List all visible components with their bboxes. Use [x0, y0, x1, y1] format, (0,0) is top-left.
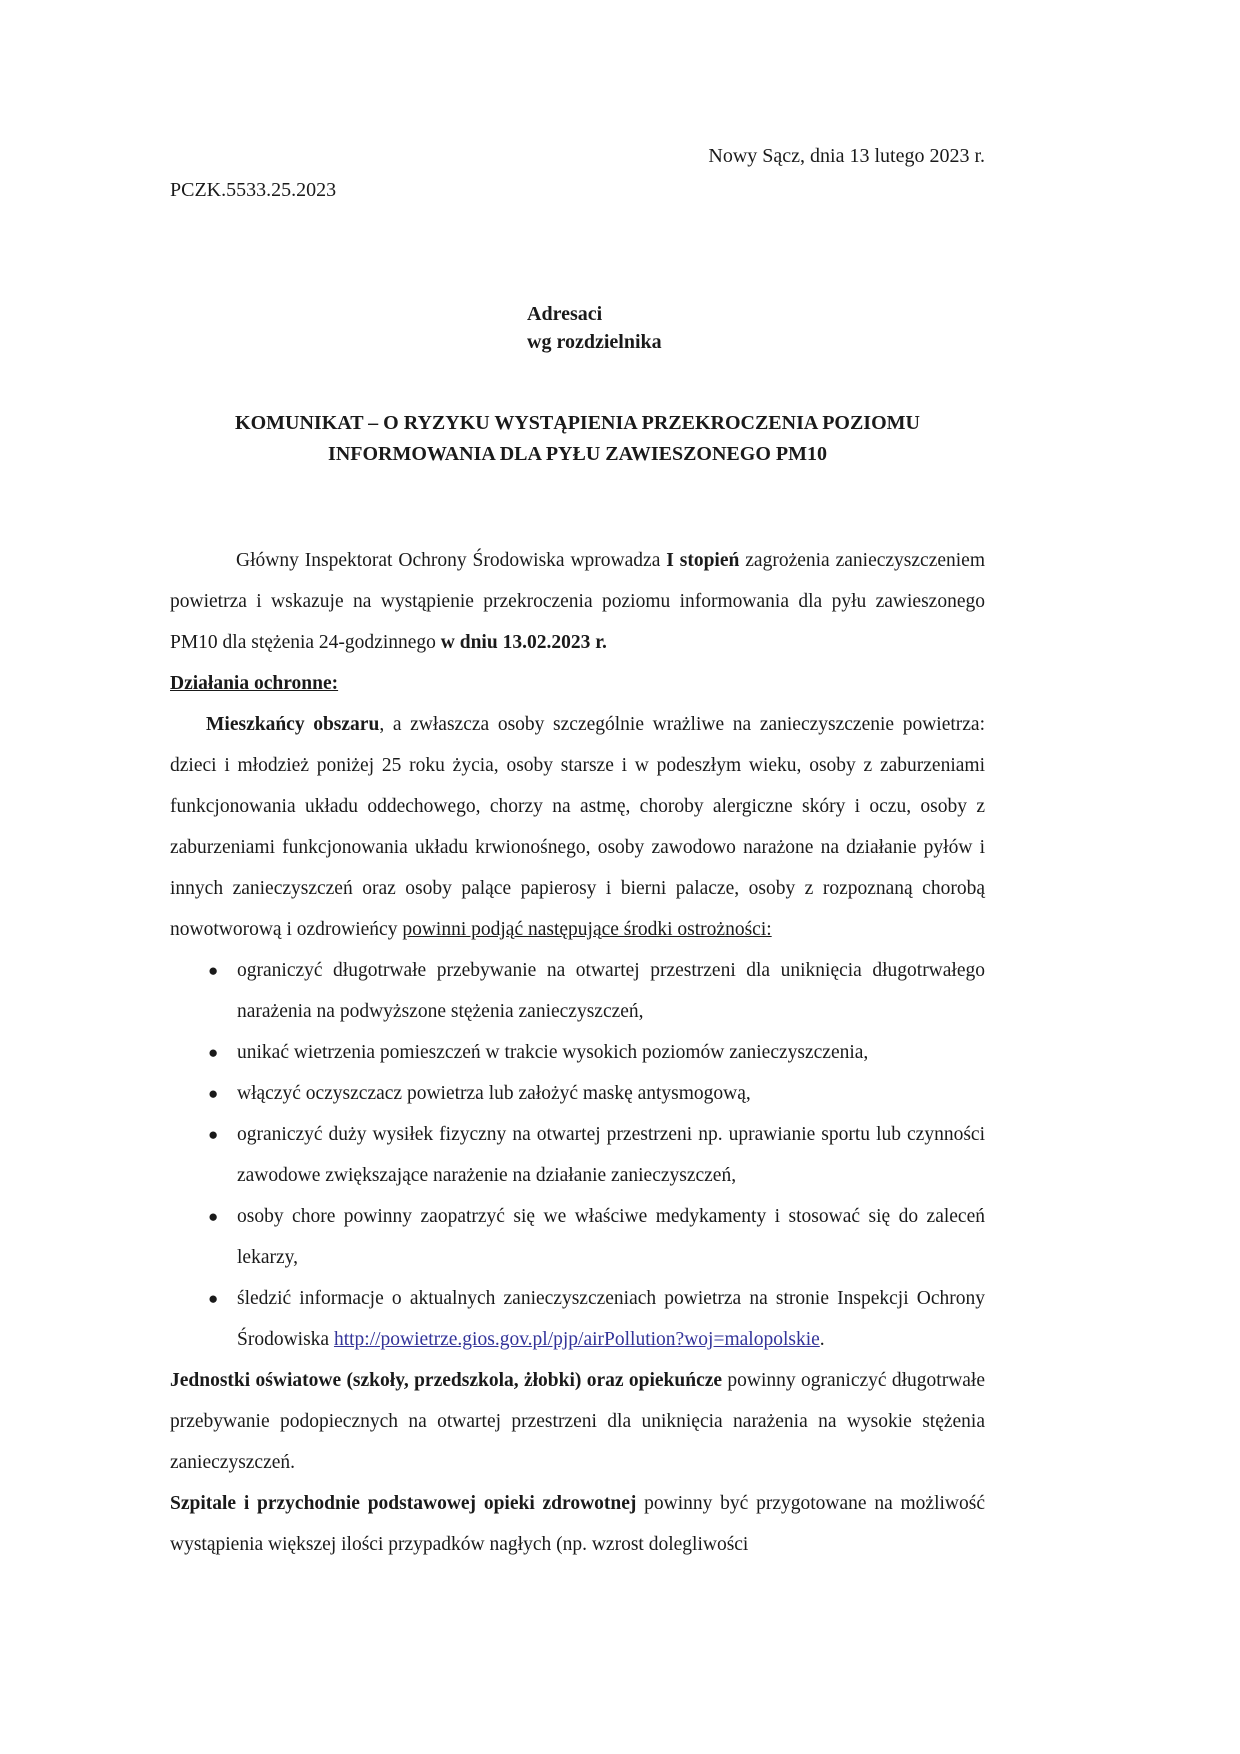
document-title-line-2: INFORMOWANIA DLA PYŁU ZAWIESZONEGO PM10 — [328, 443, 827, 465]
bullet-icon: ● — [208, 1125, 219, 1144]
bullet-icon: ● — [208, 1207, 219, 1226]
addressee-line-2: wg rozdzielnika — [527, 331, 662, 353]
hospitals-paragraph — [170, 1483, 985, 1565]
document-body — [170, 540, 985, 1565]
bullet-icon: ● — [208, 1289, 219, 1308]
precaution-item — [170, 1032, 985, 1073]
text-run: zagrożenia zanieczyszczeniem powietrza i wskazuje na wystąpienie przekroczenia poziomu informowania dla pyłu zawieszonego PM10 dla stężenia 24-godzinnego — [170, 550, 985, 653]
reference-number: PCZK.5533.25.2023 — [170, 179, 337, 201]
text-run: Szpitale i przychodnie podstawowej opieki zdrowotnej — [170, 1493, 637, 1514]
text-run: . — [819, 1329, 825, 1350]
education-paragraph — [170, 1360, 985, 1483]
precaution-item — [170, 1114, 985, 1196]
bullet-icon: ● — [208, 1043, 219, 1062]
hyperlink[interactable]: http://powietrze.gios.gov.pl/pjp/airPollution?woj=malopolskie — [333, 1329, 820, 1350]
intro-paragraph — [170, 540, 985, 663]
text-run: Mieszkańcy obszaru — [206, 714, 380, 735]
text-run: Jednostki oświatowe (szkoły, przedszkola, żłobki) oraz opiekuńcze — [170, 1370, 723, 1391]
residents-paragraph — [170, 704, 985, 950]
text-run: powinni podjąć następujące środki ostrożności: — [402, 919, 772, 940]
precaution-item — [170, 950, 985, 1032]
text-run: Działania ochronne: — [170, 673, 339, 694]
bullet-icon: ● — [208, 1084, 219, 1103]
precaution-item — [170, 1073, 985, 1114]
precaution-item — [170, 1196, 985, 1278]
text-run: osoby chore powinny zaopatrzyć się we właściwe medykamenty i stosować się do zaleceń lekarzy, — [237, 1206, 985, 1268]
addressee-line-1: Adresaci — [527, 303, 603, 325]
document-title — [170, 408, 985, 470]
text-run: ograniczyć duży wysiłek fizyczny na otwartej przestrzeni np. uprawianie sportu lub czynności zawodowe zwiększające narażenie na działanie zanieczyszczeń, — [237, 1124, 985, 1186]
text-run: , a zwłaszcza osoby szczególnie wrażliwe na zanieczyszczenie powietrza: dzieci i młodzież poniżej 25 roku życia, osoby starsze i w podeszłym wieku, osoby z zaburzeniami funkcjonowania układu oddechowego, chorzy na astmę, choroby alergiczne skóry i oczu, osoby z zaburzeniami funkcjonowania układu krwionośnego, osoby zawodowo narażone na działanie pyłów i innych zanieczyszczeń oraz osoby palące papierosy i bierni palacze, osoby z rozpoznaną chorobą nowotworową i ozdrowieńcy — [170, 714, 985, 940]
text-run: włączyć oczyszczacz powietrza lub założyć maskę antysmogową, — [237, 1083, 751, 1104]
precaution-item — [170, 1278, 985, 1360]
text-run: powinny być przygotowane na możliwość wystąpienia większej ilości przypadków nagłych (np. wzrost dolegliwości — [170, 1493, 985, 1555]
section-heading-dzialania-ochronne — [170, 663, 985, 704]
bullet-icon: ● — [208, 961, 219, 980]
text-run: powinny ograniczyć długotrwałe przebywanie podopiecznych na otwartej przestrzeni dla uniknięcia narażenia na wysokie stężenia zanieczyszczeń. — [170, 1370, 986, 1473]
text-run: unikać wietrzenia pomieszczeń w trakcie wysokich poziomów zanieczyszczenia, — [237, 1042, 869, 1063]
text-run: śledzić informacje o aktualnych zanieczyszczeniach powietrza na stronie Inspekcji Ochrony Środowiska — [237, 1288, 985, 1350]
addressee-block — [527, 300, 985, 356]
date-line: Nowy Sącz, dnia 13 lutego 2023 r. — [708, 145, 985, 167]
text-run: ograniczyć długotrwałe przebywanie na otwartej przestrzeni dla uniknięcia długotrwałego narażenia na podwyższone stężenia zanieczyszczeń, — [237, 960, 985, 1022]
text-run: w dniu 13.02.2023 r. — [440, 632, 607, 653]
document-title-line-1: KOMUNIKAT – O RYZYKU WYSTĄPIENIA PRZEKROCZENIA POZIOMU — [235, 412, 920, 434]
text-run: I stopień — [666, 550, 740, 571]
text-run: Główny Inspektorat Ochrony Środowiska wprowadza — [236, 550, 667, 571]
